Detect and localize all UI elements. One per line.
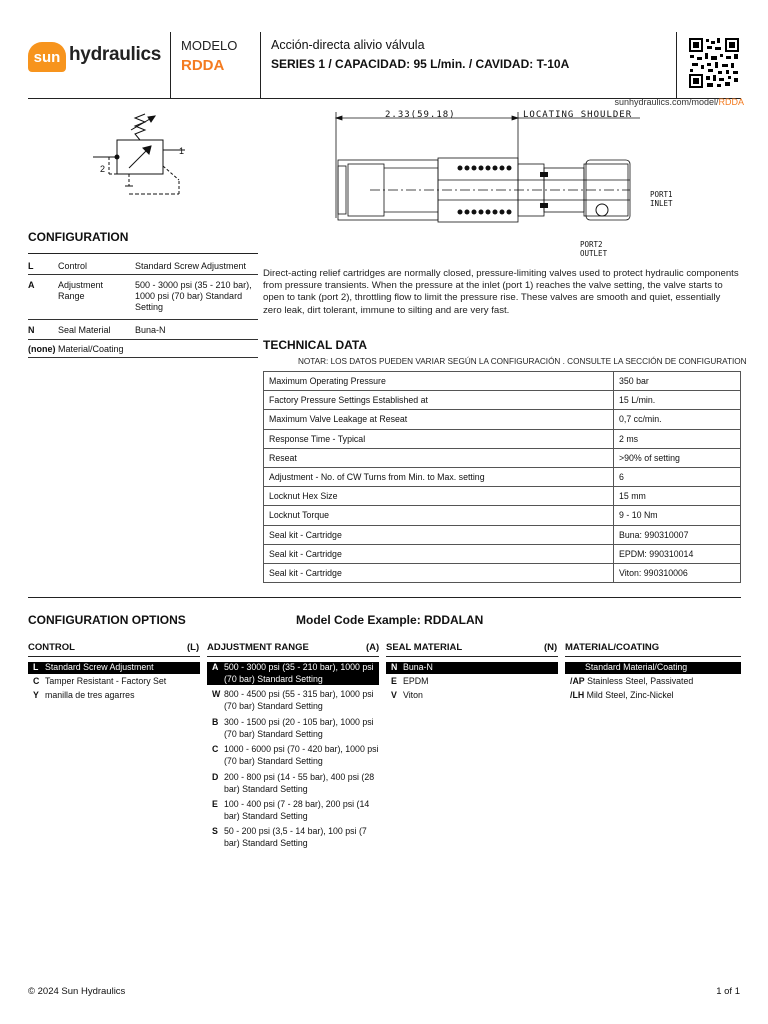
control-option[interactable]: Y manilla de tres agarres bbox=[33, 690, 135, 700]
technical-data-value: 2 ms bbox=[614, 429, 741, 448]
technical-data-value: 15 L/min. bbox=[614, 391, 741, 410]
adjustment-range-rule bbox=[207, 656, 379, 657]
technical-data-label: Seal kit - Cartridge bbox=[264, 544, 614, 563]
configuration-row: A Adjustment Range 500 - 3000 psi (35 - 210 bar), 1000 psi (70 bar) Standard Setting bbox=[28, 280, 258, 320]
page-number: 1 of 1 bbox=[716, 986, 740, 997]
technical-data-label: Seal kit - Cartridge bbox=[264, 563, 614, 582]
dimension-label: 2.33(59.18) bbox=[385, 110, 456, 120]
header-divider bbox=[260, 32, 261, 98]
logo-wordmark: hydraulics bbox=[69, 44, 162, 65]
technical-data-title: TECHNICAL DATA bbox=[263, 338, 367, 352]
configuration-row: (none) Material/Coating bbox=[28, 344, 258, 358]
configuration-row: N Seal Material Buna-N bbox=[28, 325, 258, 340]
material-coating-rule bbox=[565, 656, 741, 657]
page-subtitle: SERIES 1 / CAPACIDAD: 95 L/min. / CAVIDAD: T-10A bbox=[271, 57, 570, 71]
port2-outlet-label: PORT2 OUTLET bbox=[580, 240, 608, 258]
model-code-example: Model Code Example: RDDALAN bbox=[296, 613, 484, 627]
technical-data-label: Reseat bbox=[264, 448, 614, 467]
technical-data-value: EPDM: 990310014 bbox=[614, 544, 741, 563]
configuration-title: CONFIGURATION bbox=[28, 230, 129, 244]
seal-material-option[interactable]: N Buna-N bbox=[386, 662, 558, 674]
adjustment-range-option[interactable]: W 800 - 4500 psi (55 - 315 bar), 1000 psi (70 bar) Standard Setting bbox=[212, 689, 374, 711]
material-coating-option[interactable]: Standard Material/Coating bbox=[565, 662, 741, 674]
adjustment-range-option[interactable]: E 100 - 400 psi (7 - 28 bar), 200 psi (14 bar) Standard Setting bbox=[212, 799, 370, 821]
page-title: Acción-directa alivio válvula bbox=[271, 38, 425, 52]
technical-data-row bbox=[264, 467, 741, 486]
technical-data-label: Maximum Valve Leakage at Reseat bbox=[264, 410, 614, 429]
locating-shoulder-label: LOCATING SHOULDER bbox=[523, 110, 633, 120]
product-description: Direct-acting relief cartridges are normally closed, pressure-limiting valves used to protect hydraulic components from pressure transients. When the pressure at the inlet (port 1) reaches the valve setting, the valve starts to open to tank (port 2), throttling flow to limit the pressure rise. These valves are smooth and quiet, essentially zero leak, dirt tolerant, immune to silting and are very fast. bbox=[263, 268, 739, 316]
control-header: CONTROL bbox=[28, 642, 75, 653]
configuration-row: L Control Standard Screw Adjustment bbox=[28, 261, 258, 275]
material-coating-option[interactable]: /AP Stainless Steel, Passivated bbox=[570, 676, 694, 686]
port1-inlet-label: PORT1 INLET bbox=[650, 190, 673, 208]
adjustment-range-option[interactable]: B 300 - 1500 psi (20 - 105 bar), 1000 psi (70 bar) Standard Setting bbox=[212, 717, 374, 739]
port-2-label: 2 bbox=[100, 164, 106, 174]
seal-material-header: SEAL MATERIAL bbox=[386, 642, 463, 653]
technical-data-table bbox=[263, 371, 741, 583]
adjustment-range-option[interactable]: A 500 - 3000 psi (35 - 210 bar), 1000 psi (70 bar) Standard Setting bbox=[207, 662, 379, 685]
technical-data-row bbox=[264, 487, 741, 506]
technical-data-label: Adjustment - No. of CW Turns from Min. to Max. setting bbox=[264, 467, 614, 486]
copyright: © 2024 Sun Hydraulics bbox=[28, 986, 126, 997]
logo-sun-mark: sun bbox=[28, 42, 66, 72]
technical-data-value: 0,7 cc/min. bbox=[614, 410, 741, 429]
seal-material-option[interactable]: E EPDM bbox=[391, 676, 429, 686]
adjustment-range-tag: (A) bbox=[366, 642, 380, 653]
material-coating-option[interactable]: /LH Mild Steel, Zinc-Nickel bbox=[570, 690, 674, 700]
header-divider bbox=[676, 32, 677, 98]
modelo-label: MODELO bbox=[181, 38, 238, 53]
technical-data-row bbox=[264, 563, 741, 582]
technical-data-value: 15 mm bbox=[614, 487, 741, 506]
technical-data-value: 6 bbox=[614, 467, 741, 486]
seal-material-tag: (N) bbox=[544, 642, 558, 653]
technical-data-row bbox=[264, 372, 741, 391]
seal-material-option[interactable]: V Viton bbox=[391, 690, 423, 700]
material-coating-header: MATERIAL/COATING bbox=[565, 642, 660, 653]
header-divider bbox=[170, 32, 171, 98]
control-option[interactable]: C Tamper Resistant - Factory Set bbox=[33, 676, 167, 686]
technical-data-row bbox=[264, 391, 741, 410]
control-tag: (L) bbox=[187, 642, 200, 653]
technical-data-label: Seal kit - Cartridge bbox=[264, 525, 614, 544]
technical-data-label: Factory Pressure Settings Established at bbox=[264, 391, 614, 410]
brand-logo bbox=[28, 38, 160, 82]
adjustment-range-header: ADJUSTMENT RANGE bbox=[207, 642, 309, 653]
model-url[interactable]: sunhydraulics.com/model/RDDA bbox=[614, 97, 744, 107]
technical-data-row bbox=[264, 429, 741, 448]
technical-data-label: Maximum Operating Pressure bbox=[264, 372, 614, 391]
technical-data-value: 350 bar bbox=[614, 372, 741, 391]
technical-data-value: >90% of setting bbox=[614, 448, 741, 467]
control-option[interactable]: L Standard Screw Adjustment bbox=[28, 662, 200, 674]
model-code: RDDA bbox=[181, 57, 225, 74]
technical-data-value: Viton: 990310006 bbox=[614, 563, 741, 582]
configuration-rule bbox=[28, 253, 258, 254]
technical-data-label: Locknut Torque bbox=[264, 506, 614, 525]
technical-data-row bbox=[264, 525, 741, 544]
technical-data-row bbox=[264, 410, 741, 429]
adjustment-range-option[interactable]: D 200 - 800 psi (14 - 55 bar), 400 psi (28 bar) Standard Setting bbox=[212, 772, 375, 794]
technical-data-value: 9 - 10 Nm bbox=[614, 506, 741, 525]
technical-data-label: Locknut Hex Size bbox=[264, 487, 614, 506]
configuration-options-title: CONFIGURATION OPTIONS bbox=[28, 613, 186, 627]
technical-note: NOTAR: LOS DATOS PUEDEN VARIAR SEGÚN LA CONFIGURACIÓN . CONSULTE LA SECCIÓN DE CONFIGURATION bbox=[298, 357, 747, 366]
technical-data-value: Buna: 990310007 bbox=[614, 525, 741, 544]
technical-data-row bbox=[264, 506, 741, 525]
section-rule bbox=[28, 597, 741, 598]
seal-material-rule bbox=[386, 656, 558, 657]
port-1-label: 1 bbox=[179, 146, 185, 156]
adjustment-range-option[interactable]: C 1000 - 6000 psi (70 - 420 bar), 1000 psi (70 bar) Standard Setting bbox=[212, 744, 379, 766]
adjustment-range-option[interactable]: S 50 - 200 psi (3,5 - 14 bar), 100 psi (7 bar) Standard Setting bbox=[212, 826, 367, 848]
control-rule bbox=[28, 656, 200, 657]
qr-code-icon bbox=[688, 37, 740, 89]
technical-data-row bbox=[264, 544, 741, 563]
technical-data-row bbox=[264, 448, 741, 467]
cartridge-drawing bbox=[330, 108, 650, 256]
technical-data-label: Response Time - Typical bbox=[264, 429, 614, 448]
